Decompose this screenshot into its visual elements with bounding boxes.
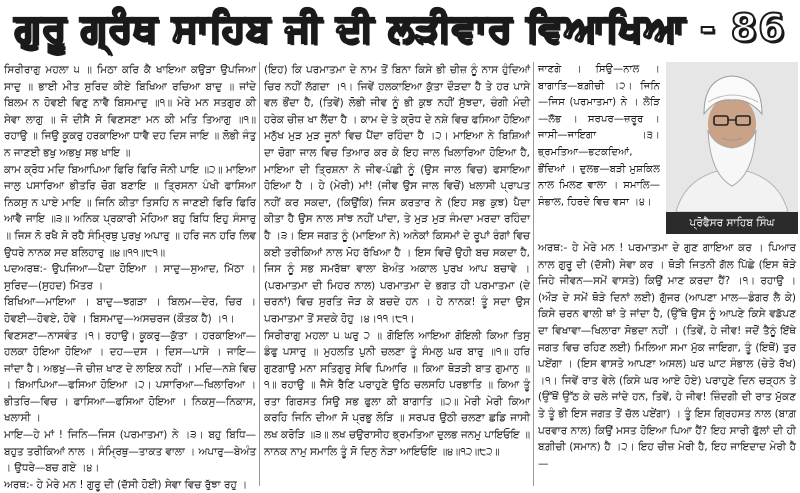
article-text: ਅਰਥ:- ਹੇ ਮੇਰੇ ਮਨ ! ਪਰਮਾਤਮਾ ਦੇ ਗੁਣ ਗਾਇਆ ਕਰ । ਪਿਆਰ ਨਾਲ ਗੁਰੂ ਦੀ (ਦੱਸੀ) ਸੇਵਾ ਕਰ । ਥੋੜੀ ਜਿਤਨੀ ਗੱਲ ਪਿੱਛੇ (ਇਸ ਥੋੜੇ ਜਿਹੇ ਜੀਵਨ—ਸਮੇਂ ਵਾਸਤੇ) ਕਿਉਂ ਮਾਣ ਕਰਦਾ ਹੈਂ? ।੧। ਰਹਾਉ । (ਔੜ ਦੇ ਸਮੇਂ ਥੋੜੇ ਦਿਨਾਂ ਲਈ) ਗੁੱਜਰ (ਆਪਣਾ ਮਾਲ—ਡੰਗਰ ਲੈ ਕੇ) ਕਿਸੇ ਚਰਨ ਵਾਲੀ ਥਾਂ ਤੇ ਜਾਂਦਾ ਹੈ, (ਉੱਥੇ ਉਸ ਨੂੰ ਆਪਣੇ ਕਿਸੇ ਵਡੱਪਣ ਦਾ ਵਿਖਾਵਾ—ਖਿਲਾਰਾ ਸੋਭਦਾ ਨਹੀਂ । (ਤਿਵੇਂ, ਹੇ ਜੀਵ! ਜਦੋਂ ਤੈਨੂੰ ਇੱਥੇ ਜਗਤ ਵਿਚ ਰਹਿਣ ਲਈ) ਮਿਲਿਆ ਸਮਾ ਮੁੱਕ ਜਾਇਗਾ, ਤੂੰ (ਇਥੋਂ) ਤੁਰ ਪਏਂਗਾ । (ਇਸ ਵਾਸਤੇ ਆਪਣਾ ਅਸਲ) ਘਰ ਘਾਟ ਸੰਭਾਲ (ਚੇਤੇ ਰੱਖ) ।੧। ਜਿਵੇਂ ਰਾਤ ਵੇਲੇ (ਕਿਸੇ ਘਰ ਆਏ ਹੋਏ) ਪਰਾਹੁਣੇ ਦਿਨ ਚੜ੍ਹਨ ਤੇ (ਉੱਥੋਂ ਉੱਠ ਕੇ ਚਲੇ ਜਾਂਦੇ ਹਨ, ਤਿਵੇਂ, ਹੇ ਜੀਵ! ਜ਼ਿੰਦਗੀ ਦੀ ਰਾਤ ਮੁੱਕਣ ਤੇ ਤੂੰ ਭੀ ਇਸ ਜਗਤ ਤੋਂ ਚੱਲ ਪਏਂਗਾ) । ਤੂੰ ਇਸ ਗ੍ਰਿਹਸਤ ਨਾਲ (ਬਾਗ਼ ਪਰਵਾਰ ਨਾਲ) ਕਿਉਂ ਮਸਤ ਹੋਇਆ ਪਿਆ ਹੈਂ? ਇਹ ਸਾਰੀ ਫੁੱਲਾਂ ਦੀ ਹੀ ਬਗ਼ੀਚੀ (ਸਮਾਨ) ਹੈ ।੨। ਇਹ ਚੀਜ਼ ਮੇਰੀ ਹੈ, ਇਹ ਜਾਇਦਾਦ ਮੇਰੀ ਹੈ— <box>538 242 796 470</box>
article-text: (ਇਹ) ਕਿ ਪਰਮਾਤਮਾ ਦੇ ਨਾਮ ਤੋਂ ਬਿਨਾ ਕਿਸੇ ਭੀ ਚੀਜ਼ ਨੂੰ ਨਾਸ ਹੁੰਦਿਆਂ ਚਿਰ ਨਹੀਂ ਲੱਗਦਾ ।੧। ਜਿਵੇਂ ਹਲਕਾਇਆ ਕੁੱਤਾ ਦੌੜਦਾ ਹੈ ਤੇ ਹਰ ਪਾਸੇ ਵਲ ਭੌਂਦਾ ਹੈ, (ਤਿਵੇਂ) ਲੋਭੀ ਜੀਵ ਨੂੰ ਭੀ ਕੁਝ ਨਹੀਂ ਸੁੱਝਦਾ, ਚੰਗੀ ਮੰਦੀ ਹਰੇਕ ਚੀਜ਼ ਖਾ ਲੈਂਦਾ ਹੈ । ਕਾਮ ਦੇ ਤੇ ਕ੍ਰੋਧ ਦੇ ਨਸ਼ੇ ਵਿਚ ਫਸਿਆ ਹੋਇਆ ਮਨੁੱਖ ਮੁੜ ਮੁੜ ਜੂਨਾਂ ਵਿਚ ਪੈਂਦਾ ਰਹਿੰਦਾ ਹੈ ।੨। ਮਾਇਆ ਨੇ ਬਿਸ਼ਿਆਂ ਦਾ ਚੋਗਾ ਜਾਲ ਵਿਚ ਤਿਆਰ ਕਰ ਕੇ ਇਹ ਜਾਲ ਖਿਲਾਰਿਆ ਹੋਇਆ ਹੈ, ਮਾਇਆ ਦੀ ਤ੍ਰਿਸ਼ਨਾ ਨੇ ਜੀਵ-ਪੰਛੀ ਨੂੰ (ਉਸ ਜਾਲ ਵਿਚ) ਫਸਾਇਆ ਹੋਇਆ ਹੈ । ਹੇ (ਮੇਰੀ) ਮਾਂ! (ਜੀਵ ਉਸ ਜਾਲ ਵਿਚੋਂ) ਖਲਾਸੀ ਪ੍ਰਾਪਤ ਨਹੀਂ ਕਰ ਸਕਦਾ, (ਕਿਉਂਕਿ) ਜਿਸ ਕਰਤਾਰ ਨੇ (ਇਹ ਸਭ ਕੁਝ) ਪੈਦਾ ਕੀਤਾ ਹੈ ਉਸ ਨਾਲ ਸਾਂਝ ਨਹੀਂ ਪਾਂਦਾ, ਤੇ ਮੁੜ ਮੁੜ ਜੰਮਦਾ ਮਰਦਾ ਰਹਿੰਦਾ ਹੈ ।੩। ਇਸ ਜਗਤ ਨੂੰ (ਮਾਇਆ ਨੇ) ਅਨੇਕਾਂ ਕਿਸਮਾਂ ਦੇ ਰੂਪਾਂ ਰੰਗਾਂ ਵਿਚ ਕਈ ਤਰੀਕਿਆਂ ਨਾਲ ਮੋਹ ਰੱਖਿਆ ਹੈ । ਇਸ ਵਿਚੋਂ ਉਹੀ ਬਚ ਸਕਦਾ ਹੈ, ਜਿਸ ਨੂੰ ਸਭ ਸਮਰੱਥਾ ਵਾਲਾ ਬੇਅੰਤ ਅਕਾਲ ਪੁਰਖ ਆਪ ਬਚਾਵੇ । (ਪਰਮਾਤਮਾ ਦੀ ਮਿਹਰ ਨਾਲ) ਪਰਮਾਤਮਾ ਦੇ ਭਗਤ ਹੀ ਪਰਮਾਤਮਾ (ਦੇ ਚਰਨਾਂ) ਵਿਚ ਸੁਰਤਿ ਜੋੜ ਕੇ ਬਚਦੇ ਹਨ । ਹੇ ਨਾਨਕ! ਤੂੰ ਸਦਾ ਉਸ ਪਰਮਾਤਮਾ ਤੋਂ ਸਦਕੇ ਹੋਹੁ ।੪।੧੧।੮੧। ਸਿਰੀਰਾਗੁ ਮਹਲਾ ੫ ਘਰੁ ੨ ॥ ਗੋਇਲਿ ਆਇਆ ਗੋਇਲੀ ਕਿਆ ਤਿਸੁ ਡੰਫੁ ਪਸਾਰੁ ॥ ਮੁਹਲਤਿ ਪੁਨੀ ਚਲਣਾ ਤੂੰ ਸੰਮਲੁ ਘਰ ਬਾਰੁ ॥੧॥ ਹਰਿ ਗੁਣਗਾਉ ਮਨਾ ਸਤਿਗੁਰੁ ਸੇਵਿ ਪਿਆਰਿ ॥ ਕਿਆ ਥੋੜੜੀ ਬਾਤ ਗੁਮਾਨੁ ॥੧॥ ਰਹਾਉ ॥ ਜੈਸੇ ਰੈਣਿ ਪਰਾਹੁਣੇ ਉਠਿ ਚਲਸਹਿ ਪਰਭਾਤਿ ॥ ਕਿਆ ਤੂੰ ਰਤਾ ਗਿਰਸਤ ਸਿਉ ਸਭ ਫੁਲਾ ਕੀ ਬਾਗਾਤਿ ॥੨॥ ਮੇਰੀ ਮੇਰੀ ਕਿਆ ਕਰਹਿ ਜਿਨਿ ਦੀਆ ਸੋ ਪ੍ਰਭੁ ਲੋੜਿ ॥ ਸਰਪਰ ਉਠੀ ਚਲਣਾ ਛਡਿ ਜਾਸੀ ਲਖ ਕਰੋੜਿ ॥੩॥ ਲਖ ਚਉਰਾਸੀਹ ਭ੍ਰਮਤਿਆ ਦੁਲਭ ਜਨਮੁ ਪਾਇਓਇ ॥ ਨਾਨਕ ਨਾਮੁ ਸਮਾਲਿ ਤੂੰ ਸੋ ਦਿਨੁ ਨੇੜਾ ਆਇਓਇ ॥੪॥੧੨॥੮੨॥ <box>264 64 530 458</box>
article-column-3-top <box>538 62 660 208</box>
article-column-2 <box>264 62 530 488</box>
column-divider <box>533 62 534 486</box>
article-column-1 <box>4 62 256 491</box>
article-text: ਸਿਰੀਰਾਗੁ ਮਹਲਾ ੫ ॥ ਮਿਠਾ ਕਰਿ ਕੈ ਖਾਇਆ ਕਉੜਾ ਉਪਜਿਆ ਸਾਦੁ ॥ ਭਾਈ ਮੀਤ ਸੁਰਿਦ ਕੀਏ ਬਿਖਿਆ ਰਚਿਆ ਬਾਦੁ ॥ ਜਾਂਦੇ ਬਿਲਮ ਨ ਹੋਵਈ ਵਿਣੁ ਨਾਵੈ ਬਿਸਮਾਦੁ ॥੧॥ ਮੇਰੇ ਮਨ ਸਤਗੁਰ ਕੀ ਸੇਵਾ ਲਾਗੁ ॥ ਜੋ ਦੀਸੈ ਸੋ ਵਿਣਸਣਾ ਮਨ ਕੀ ਮਤਿ ਤਿਆਗੁ ॥੧॥ ਰਹਾਉ ॥ ਜਿਉ ਕੂਕਰੁ ਹਰਕਾਇਆ ਧਾਵੈ ਦਹ ਦਿਸ ਜਾਇ ॥ ਲੋਭੀ ਜੰਤੁ ਨ ਜਾਣਈ ਭਖੁ ਅਭਖੁ ਸਭ ਖਾਇ ॥ ਕਾਮ ਕ੍ਰੋਧ ਮਦਿ ਬਿਆਪਿਆ ਫਿਰਿ ਫਿਰਿ ਜੋਨੀ ਪਾਇ ॥੨॥ ਮਾਇਆ ਜਾਲੁ ਪਸਾਰਿਆ ਭੀਤਰਿ ਚੋਗ ਬਣਾਇ ॥ ਤ੍ਰਿਸਨਾ ਪੰਖੀ ਫਾਸਿਆ ਨਿਕਸੁ ਨ ਪਾਏ ਮਾਇ ॥ ਜਿਨਿ ਕੀਤਾ ਤਿਸਹਿ ਨ ਜਾਣਈ ਫਿਰਿ ਫਿਰਿ ਆਵੈ ਜਾਇ ॥੩॥ ਅਨਿਕ ਪ੍ਰਕਾਰੀ ਮੋਹਿਆ ਬਹੁ ਬਿਧਿ ਇਹੁ ਸੰਸਾਰੁ ॥ ਜਿਸ ਨੋ ਰਖੈ ਸੋ ਰਹੈ ਸੰਮ੍ਰਿਥੁ ਪੁਰਖੁ ਅਪਾਰੁ ॥ ਹਰਿ ਜਨ ਹਰਿ ਲਿਵ ਉਧਰੇ ਨਾਨਕ ਸਦ ਬਲਿਹਾਰੁ ॥੪॥੧੧॥੮੧॥ ਪਦਅਰਥ:- ਉਪਜਿਆ—ਪੈਦਾ ਹੋਇਆ । ਸਾਦੁ—ਸੁਆਦ, ਮਿੱਠਾ । ਸੁਰਿਦ—(ਸੁਹਦ) ਮਿੱਤਰ । ਬਿਖਿਆ—ਮਾਇਆ । ਬਾਦੁ—ਝਗੜਾ । ਬਿਲਮ—ਦੇਰ, ਚਿਰ । ਹੋਵਈ—ਹੋਵਏ, ਹੋਵੇ । ਬਿਸਮਾਦੁ—ਅਸਚਰਜ (ਕੌਤਕ ਹੈ) ।੧। ਵਿਣਸਣਾ—ਨਾਸਵੰਤ ।੧। ਰਹਾਉ। ਕੂਕਰੁ—ਕੁੱਤਾ । ਹਰਕਾਇਆ—ਹਲਕਾ ਹੋਇਆ ਹੋਇਆ । ਦਹ—ਦਸ । ਦਿਸ—ਪਾਸੇ । ਜਾਇ—ਜਾਂਦਾ ਹੈ। ਅਭਖੁ—ਜੋ ਚੀਜ਼ ਖਾਣ ਦੇ ਲਾਇਕ ਨਹੀਂ । ਮਦਿ—ਨਸ਼ੇ ਵਿਚ । ਬਿਆਪਿਆ—ਫਸਿਆ ਹੋਇਆ ।੨। ਪਸਾਰਿਆ—ਖਿਲਾਰਿਆ । ਭੀਤਰਿ—ਵਿਚ । ਫਾਸਿਆ—ਫਸਿਆ ਹੋਇਆ । ਨਿਕਸੁ—ਨਿਕਾਸ, ਖਲਾਸੀ । ਮਾਇ—ਹੇ ਮਾਂ ! ਜਿਨਿ—ਜਿਸ (ਪਰਮਾਤਮਾ) ਨੇ ।੩। ਬਹੁ ਬਿਧਿ—ਬਹੁਤ ਤਰੀਕਿਆਂ ਨਾਲ । ਸੰਮ੍ਰਿਥੁ—ਤਾਕਤ ਵਾਲਾ । ਅਪਾਰੁ—ਬੇਅੰਤ । ਉਧਰੇ—ਬਚ ਗਏ ।੪। ਅਰਥ:- ਹੇ ਮੇਰੇ ਮਨ ! ਗੁਰੂ ਦੀ (ਦੱਸੀ ਹੋਈ) ਸੇਵਾ ਵਿਚ ਰੁੱਝਾ ਰਹੁ । <box>4 64 256 491</box>
author-portrait-image <box>666 62 798 212</box>
article-column-3-bottom <box>538 240 796 488</box>
article-text: ਜਾਣਗੇ । ਸਿਉ—ਨਾਲ । ਬਾਗਾਤਿ—ਬਗ਼ੀਚੀ ।੨। ਜਿਨਿ—ਜਿਸ (ਪਰਮਾਤਮਾ) ਨੇ । ਲੋੜਿ—ਲੱਭ । ਸਰਪਰ—ਜ਼ਰੂਰ । ਜਾਸੀ—ਜਾਇਗਾ ।੩। ਭ੍ਰਮਤਿਆ—ਭਟਕਦਿਆਂ, ਭੌਂਦਿਆਂ । ਦੁਲਭ—ਬੜੀ ਮੁਸ਼ਕਿਲ ਨਾਲ ਮਿਲਣ ਵਾਲਾ । ਸਮਾਲਿ—ਸੰਭਾਲ, ਹਿਰਦੇ ਵਿਚ ਵਸਾ ।੪। <box>538 64 660 208</box>
author-caption: ਪ੍ਰੋਫੈਸਰ ਸਾਹਿਬ ਸਿੰਘ <box>666 212 798 234</box>
column-divider <box>259 62 260 486</box>
author-portrait <box>666 62 798 212</box>
page-title: ਗੁਰੂ ਗ੍ਰੰਥ ਸਾਹਿਬ ਜੀ ਦੀ ਲੜੀਵਾਰ ਵਿਆਖਿਆ - 86 <box>14 5 786 50</box>
